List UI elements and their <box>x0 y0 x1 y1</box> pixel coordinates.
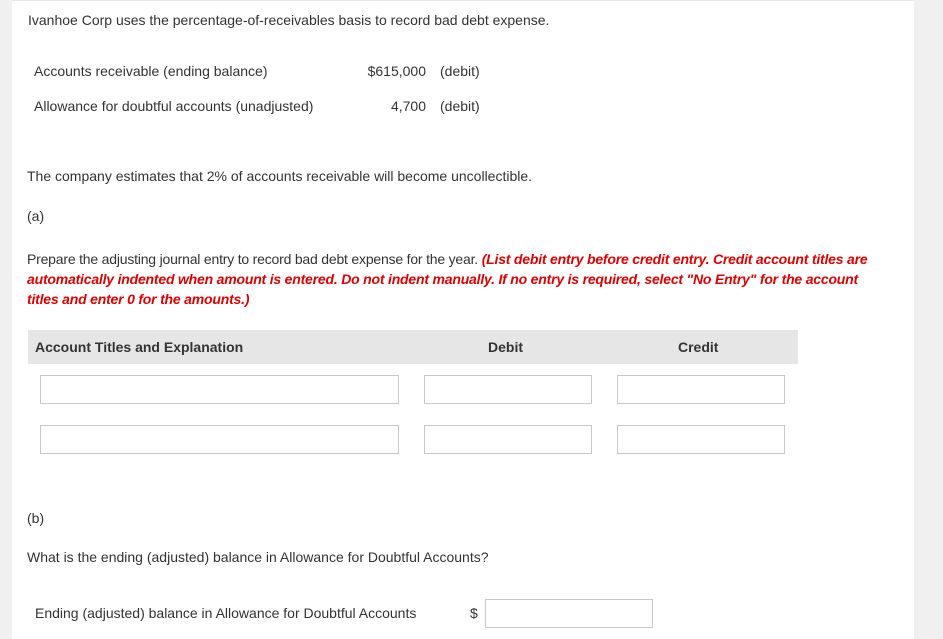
row1-account-input[interactable] <box>40 375 399 404</box>
balance-label-allowance: Allowance for doubtful accounts (unadjusted) <box>34 98 314 114</box>
journal-table-header <box>28 330 798 364</box>
balance-amount-allowance: 4,700 <box>390 98 426 114</box>
row1-debit-input[interactable] <box>424 375 592 404</box>
intro-text: Ivanhoe Corp uses the percentage-of-receivables basis to record bad debt expense. <box>28 12 550 28</box>
balance-side-receivable: (debit) <box>440 63 480 79</box>
row2-credit-input[interactable] <box>617 425 785 454</box>
header-debit: Debit <box>488 339 523 355</box>
estimate-text: The company estimates that 2% of accounts receivable will become uncollectible. <box>27 168 533 184</box>
header-account-titles: Account Titles and Explanation <box>35 339 244 355</box>
currency-symbol: $ <box>470 605 478 621</box>
part-a-label: (a) <box>27 208 45 224</box>
question-panel <box>12 0 914 639</box>
instruction-text: Prepare the adjusting journal entry to record bad debt expense for the year. <box>27 251 482 267</box>
part-b-question: What is the ending (adjusted) balance in Allowance for Doubtful Accounts? <box>27 549 489 565</box>
balance-side-allowance: (debit) <box>440 98 480 114</box>
ending-balance-input[interactable] <box>485 599 653 628</box>
part-a-instructions <box>27 249 887 309</box>
instruction-note: (List debit entry before credit entry. Credit account titles are automatically indented when amount is entered. Do not indent manually. If no entry is required, select "No Entry" for the account titles and enter 0 for the amounts.) <box>27 251 868 307</box>
row1-credit-input[interactable] <box>617 375 785 404</box>
row2-debit-input[interactable] <box>424 425 592 454</box>
balance-amount-receivable: $615,000 <box>367 63 426 79</box>
part-b-label: (b) <box>27 510 45 526</box>
ending-balance-label: Ending (adjusted) balance in Allowance for Doubtful Accounts <box>35 605 417 621</box>
row2-account-input[interactable] <box>40 425 399 454</box>
balance-label-receivable: Accounts receivable (ending balance) <box>34 63 268 79</box>
header-credit: Credit <box>678 339 719 355</box>
